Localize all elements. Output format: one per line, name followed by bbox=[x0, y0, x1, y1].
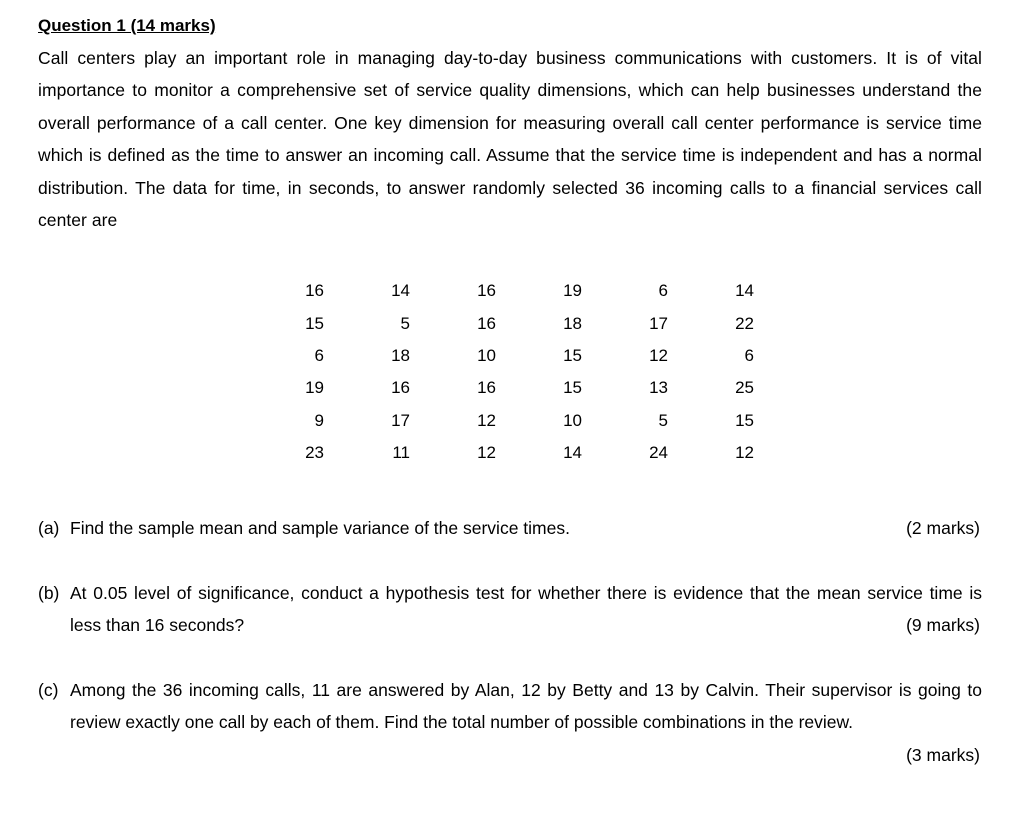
table-cell: 16 bbox=[305, 281, 324, 301]
table-cell: 12 bbox=[477, 443, 496, 463]
table-row bbox=[284, 307, 754, 339]
table-cell: 18 bbox=[563, 313, 582, 333]
table-cell: 17 bbox=[391, 410, 410, 430]
part-c-marks: (3 marks) bbox=[906, 744, 980, 765]
part-c-label: (c) bbox=[38, 680, 59, 700]
table-cell: 22 bbox=[735, 313, 754, 333]
service-time-table bbox=[284, 275, 754, 469]
table-cell: 5 bbox=[400, 313, 410, 333]
part-c bbox=[38, 674, 982, 765]
part-b-label: (b) bbox=[38, 583, 60, 603]
table-cell: 6 bbox=[658, 281, 668, 301]
table-cell: 16 bbox=[477, 313, 496, 333]
table-row bbox=[284, 405, 754, 437]
table-row bbox=[284, 372, 754, 404]
part-c-text: Among the 36 incoming calls, 11 are answered by Alan, 12 by Betty and 13 by Calvin. Their supervisor is going to review exactly one call by each of them. Find the total number of possible combinations in the review. bbox=[70, 680, 982, 733]
table-cell: 10 bbox=[477, 345, 496, 365]
table-cell: 15 bbox=[735, 410, 754, 430]
table-cell: 13 bbox=[649, 378, 668, 398]
part-a bbox=[38, 512, 982, 544]
question-page bbox=[38, 14, 982, 765]
table-cell: 14 bbox=[735, 281, 754, 301]
table-cell: 19 bbox=[563, 281, 582, 301]
table-cell: 12 bbox=[735, 443, 754, 463]
table-cell: 16 bbox=[477, 378, 496, 398]
table-cell: 15 bbox=[563, 378, 582, 398]
table-cell: 15 bbox=[563, 345, 582, 365]
table-cell: 11 bbox=[392, 443, 410, 463]
part-a-text: Find the sample mean and sample variance of the service times. bbox=[70, 518, 570, 538]
table-cell: 23 bbox=[305, 443, 324, 463]
question-title: Question 1 (14 marks) bbox=[38, 16, 216, 35]
table-cell: 17 bbox=[649, 313, 668, 333]
table-cell: 25 bbox=[735, 378, 754, 398]
table-cell: 12 bbox=[477, 410, 496, 430]
table-cell: 14 bbox=[563, 443, 582, 463]
part-a-label: (a) bbox=[38, 518, 60, 538]
table-row bbox=[284, 340, 754, 372]
table-row bbox=[284, 437, 754, 469]
table-cell: 16 bbox=[391, 378, 410, 398]
part-a-marks: (2 marks) bbox=[906, 518, 980, 538]
table-cell: 6 bbox=[314, 345, 324, 365]
part-b-text: At 0.05 level of significance, conduct a hypothesis test for whether there is evidence that the mean service time is less than 16 seconds? bbox=[70, 583, 982, 636]
part-b-marks: (9 marks) bbox=[906, 615, 980, 636]
table-cell: 18 bbox=[391, 345, 410, 365]
table-cell: 24 bbox=[649, 443, 668, 463]
table-cell: 12 bbox=[649, 345, 668, 365]
table-cell: 16 bbox=[477, 281, 496, 301]
table-cell: 14 bbox=[391, 281, 410, 301]
table-cell: 15 bbox=[305, 313, 324, 333]
table-cell: 10 bbox=[563, 410, 582, 430]
part-b bbox=[38, 577, 982, 642]
table-row bbox=[284, 275, 754, 307]
table-cell: 9 bbox=[314, 410, 324, 430]
table-cell: 19 bbox=[305, 378, 324, 398]
question-intro: Call centers play an important role in managing day-to-day business communications with customers. It is of vital importance to monitor a comprehensive set of service quality dimensions, which can help businesses understand the overall performance of a call center. One key dimension for measuring overall call center performance is service time which is defined as the time to answer an incoming call. Assume that the service time is independent and has a normal distribution. The data for time, in seconds, to answer randomly selected 36 incoming calls to a financial services call center are bbox=[38, 48, 982, 231]
table-cell: 6 bbox=[744, 345, 754, 365]
table-cell: 5 bbox=[658, 410, 668, 430]
